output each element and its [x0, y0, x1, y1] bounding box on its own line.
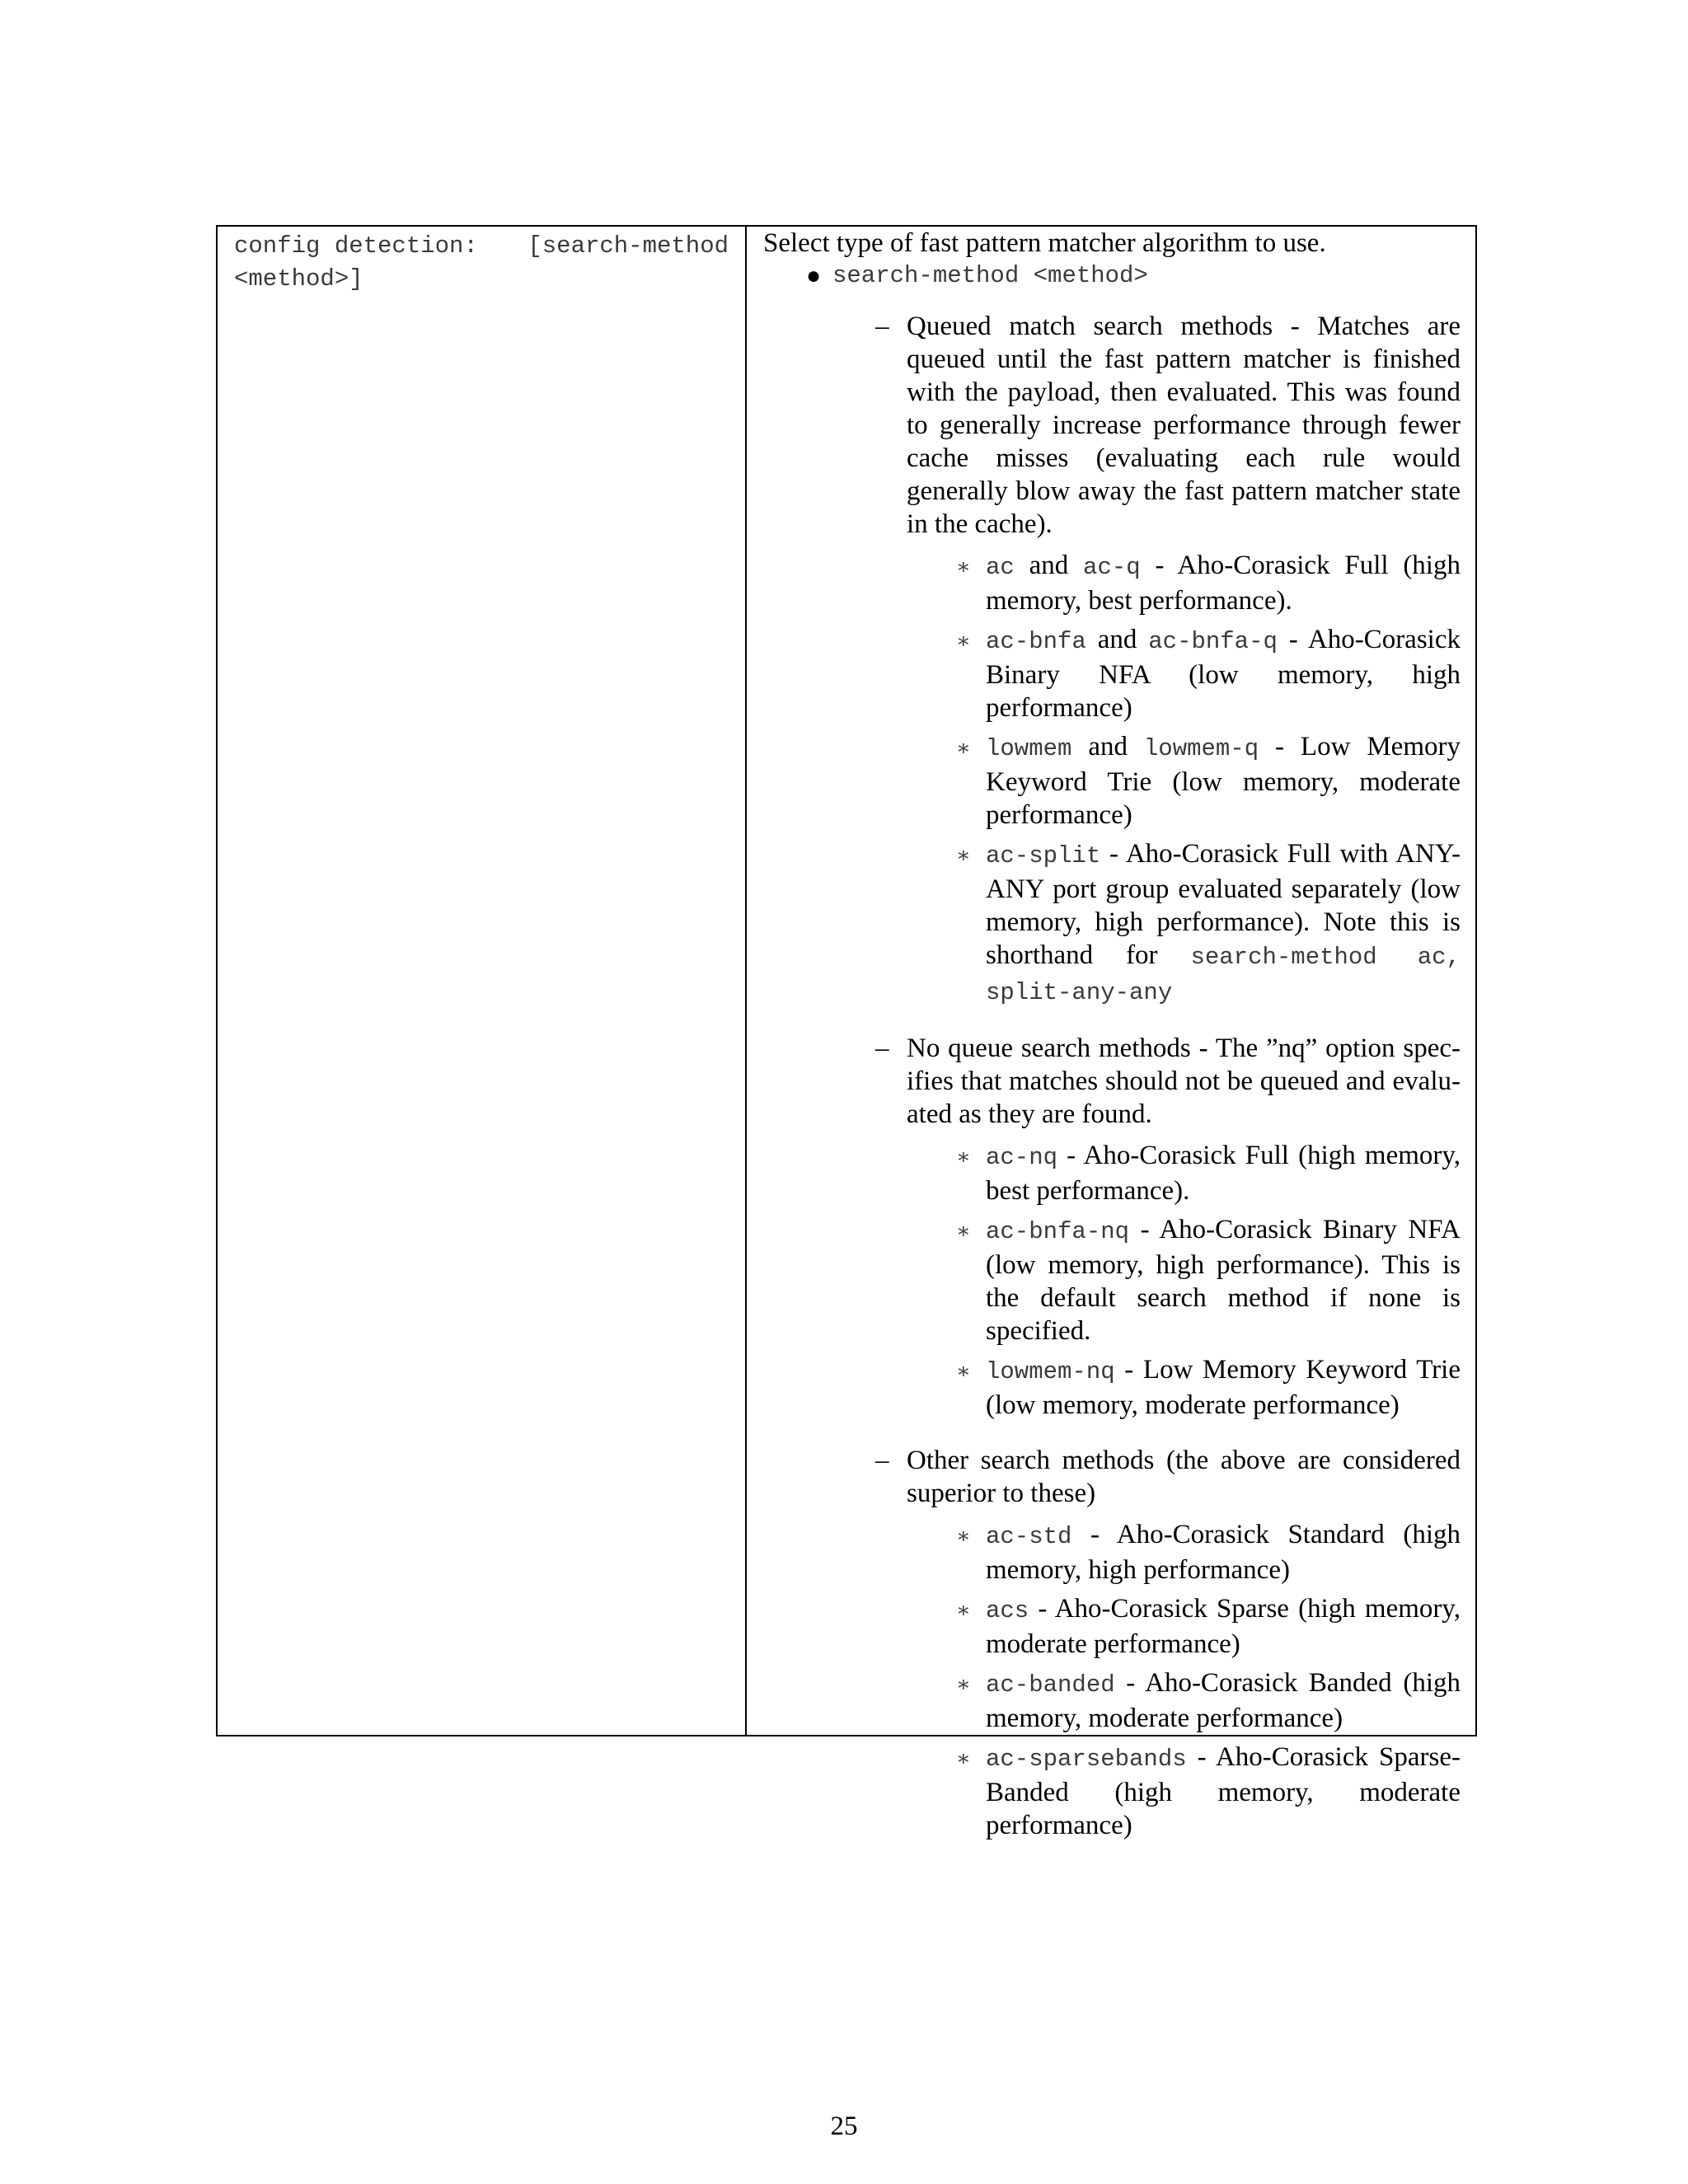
method-item: [956, 1139, 1461, 1207]
method-code: acs: [986, 1597, 1029, 1624]
method-item: [956, 623, 1461, 724]
bullet-search-method: [806, 260, 1461, 293]
method-code: ac-split: [986, 842, 1101, 869]
description-intro: Select type of fast pattern matcher algorithm to use.: [763, 228, 1326, 258]
bullet-mark: ●: [806, 262, 822, 289]
method-desc: - Aho-Corasick Sparse-Banded (high memory, moderate performance): [986, 1742, 1461, 1840]
method-item: [956, 1666, 1461, 1735]
method-item: [956, 837, 1461, 1010]
method-desc: - Aho-Corasick Binary NFA (low memory, high performance): [986, 625, 1461, 723]
method-list: [956, 1139, 1461, 1422]
method-item: [956, 1741, 1461, 1842]
method-desc: - Aho-Corasick Banded (high memory, moderate performance): [986, 1668, 1461, 1733]
method-code: lowmem: [986, 735, 1072, 762]
bullet-code: search-method <method>: [832, 262, 1148, 289]
option-name-line-1: [234, 230, 729, 263]
page-number: 25: [830, 2111, 858, 2141]
section-queued: [875, 310, 1461, 1010]
method-desc: - Aho-Corasick Sparse (high memory, moderate performance): [986, 1594, 1461, 1659]
method-join: and: [1014, 551, 1084, 580]
method-code-tail: search-method ac, split-any-any: [986, 944, 1461, 1006]
method-code: lowmem-nq: [986, 1358, 1115, 1385]
method-desc: - Low Memory Keyword Trie (low memory, moderate performance): [986, 732, 1461, 830]
method-item: [956, 1353, 1461, 1422]
method-desc: - Aho-Corasick Full with ANY-ANY port group evaluated separately (low memory, high performance). Note this is shorthand for: [986, 839, 1461, 970]
option-description-cell: [747, 227, 1475, 1840]
star-mark: ∗: [956, 1598, 971, 1622]
option-name-param: [search-method: [528, 232, 729, 260]
section-text: No queue search methods - The ”nq” option specifies that matches should not be queued and evaluated as they are found.: [907, 1033, 1461, 1129]
section-text: Queued match search methods - Matches are queued until the fast pattern matcher is finished with the payload, then evaluated. This was found to generally increase performance through fewer cache misses (evaluating each rule would generally blow away the fast pattern matcher state in the cache).: [907, 312, 1461, 539]
method-code: ac-std: [986, 1523, 1072, 1550]
star-mark: ∗: [956, 1672, 971, 1696]
star-mark: ∗: [956, 629, 971, 653]
method-item: [956, 1213, 1461, 1347]
method-code: ac-nq: [986, 1144, 1058, 1171]
method-join: and: [1071, 732, 1144, 762]
method-code: ac-bnfa-nq: [986, 1218, 1130, 1245]
section-other: [875, 1444, 1461, 1842]
star-mark: ∗: [956, 1746, 971, 1770]
star-mark: ∗: [956, 555, 971, 579]
config-option-table: [216, 225, 1477, 1840]
method-code: ac-bnfa: [986, 628, 1086, 655]
star-mark: ∗: [956, 843, 971, 867]
option-name-cell: [218, 227, 747, 1735]
method-code: ac-q: [1083, 554, 1141, 581]
method-desc: - Aho-Corasick Full (high memory, best performance).: [986, 551, 1461, 616]
method-desc: - Aho-Corasick Standard (high memory, high performance): [986, 1520, 1461, 1585]
method-desc: - Aho-Corasick Full (high memory, best performance).: [986, 1141, 1461, 1206]
star-mark: ∗: [956, 736, 971, 760]
method-code: ac-banded: [986, 1671, 1115, 1699]
dash-mark: –: [875, 312, 889, 341]
section-text: Other search methods (the above are considered superior to these): [907, 1446, 1461, 1508]
method-item: [956, 730, 1461, 832]
method-code: lowmem-q: [1143, 735, 1259, 762]
star-mark: ∗: [956, 1219, 971, 1243]
method-list: [956, 1518, 1461, 1842]
star-mark: ∗: [956, 1145, 971, 1169]
method-desc: - Aho-Corasick Binary NFA (low memory, high performance). This is the default search method if none is specified.: [986, 1215, 1461, 1346]
star-mark: ∗: [956, 1359, 971, 1383]
option-name-line-2: <method>]: [234, 265, 363, 293]
method-code: ac-sparsebands: [986, 1746, 1187, 1773]
dash-mark: –: [875, 1033, 889, 1063]
dash-mark: –: [875, 1446, 889, 1475]
method-list: [956, 549, 1461, 1010]
method-item: [956, 549, 1461, 617]
method-desc: - Low Memory Keyword Trie (low memory, moderate performance): [986, 1355, 1461, 1420]
option-name-keyword: config detection:: [234, 232, 478, 260]
star-mark: ∗: [956, 1524, 971, 1548]
method-item: [956, 1592, 1461, 1661]
section-no-queue: [875, 1032, 1461, 1422]
method-join: and: [1085, 625, 1149, 654]
search-method-sections: [875, 310, 1461, 1842]
method-item: [956, 1518, 1461, 1586]
method-code: ac-bnfa-q: [1148, 628, 1278, 655]
method-code: ac: [986, 554, 1015, 581]
